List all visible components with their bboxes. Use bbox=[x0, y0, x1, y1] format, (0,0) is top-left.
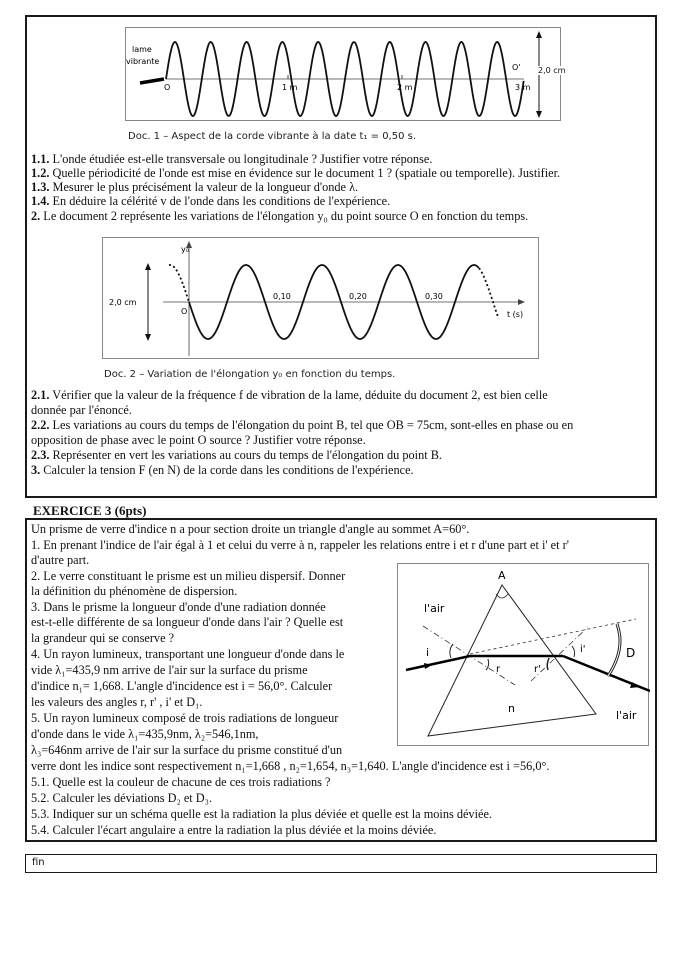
doc1-caption: Doc. 1 – Aspect de la corde vibrante à la date t₁ = 0,50 s. bbox=[128, 131, 417, 142]
ex3-line-6: est-t-elle différente de sa longueur d'onde dans l'air ? Quelle est bbox=[31, 615, 344, 629]
question-2-2: 2.2. Les variations au cours du temps de l'élongation du point B, tel que OB = 75cm, sont-elles en phase ou en bbox=[31, 418, 574, 432]
exercise-3-intro: Un prisme de verre d'indice n a pour section droite un triangle d'angle au sommet A=60°. bbox=[31, 522, 470, 536]
question-2-3: 2.3. Représenter en vert les variations au cours du temps de l'élongation du point B. bbox=[31, 448, 442, 462]
label-vibrante: vibrante bbox=[126, 57, 160, 66]
question-2: 2. Le document 2 représente les variations de l'élongation y₀ du point source O en fonction du temps. bbox=[31, 209, 529, 223]
ex3-line-17: 5.2. Calculer les déviations D₂ et D₃. bbox=[31, 791, 213, 805]
ex3-line-10: d'indice n₁= 1,668. L'angle d'incidence est i = 56,0°. Calculer bbox=[31, 679, 333, 693]
question-1-1: 1.1. L'onde étudiée est-elle transversale ou longitudinale ? Justifier votre réponse. bbox=[31, 152, 433, 166]
label-lame: lame bbox=[132, 45, 152, 54]
exercise-3-title: EXERCICE 3 (6pts) bbox=[33, 503, 147, 518]
doc2-figure bbox=[102, 237, 539, 359]
label-apex-a: A bbox=[498, 569, 506, 582]
label-r: r bbox=[496, 664, 501, 675]
vibrating-string-diagram bbox=[126, 28, 562, 122]
ex3-line-19: 5.4. Calculer l'écart angulaire a entre la radiation la plus déviée et la moins déviée. bbox=[31, 823, 437, 837]
tick-0-10: 0,10 bbox=[273, 292, 291, 301]
label-y0: y₀ bbox=[181, 245, 189, 254]
tick-0-30: 0,30 bbox=[425, 292, 443, 301]
question-2-1: 2.1. Vérifier que la valeur de la fréquence f de vibration de la lame, déduite du document 2, est bien celle bbox=[31, 388, 548, 402]
label-air-left: l'air bbox=[424, 602, 445, 615]
elongation-time-graph bbox=[103, 238, 540, 360]
question-3: 3. Calculer la tension F (en N) de la corde dans les conditions de l'expérience. bbox=[31, 463, 414, 477]
ex3-line-12: 5. Un rayon lumineux composé de trois radiations de longueur bbox=[31, 711, 339, 725]
ex3-line-2: d'autre part. bbox=[31, 553, 90, 567]
footer-fin: fin bbox=[32, 857, 45, 868]
label-t-axis: t (s) bbox=[507, 310, 524, 319]
question-2-2-cont: opposition de phase avec le point O source ? Justifier votre réponse. bbox=[31, 433, 366, 447]
prism-figure bbox=[397, 563, 649, 746]
label-origin: O bbox=[164, 83, 171, 92]
label-i-prime: i' bbox=[580, 644, 586, 655]
question-1-2: 1.2. Quelle périodicité de l'onde est mise en évidence sur le document 1 ? (spatiale ou temporelle). Justifier. bbox=[31, 166, 561, 180]
label-deviation-d: D bbox=[626, 646, 636, 660]
footer-frame bbox=[25, 854, 657, 873]
ex3-line-8: 4. Un rayon lumineux, transportant une longueur d'onde dans le bbox=[31, 647, 345, 661]
label-end: O' bbox=[512, 63, 521, 72]
ex3-line-11: les valeurs des angles r, r' , i' et D₁. bbox=[31, 695, 203, 709]
ex3-line-9: vide λ₁=435,9 nm arrive de l'air sur la surface du prisme bbox=[31, 663, 308, 677]
ex3-line-16: 5.1. Quelle est la couleur de chacune de ces trois radiations ? bbox=[31, 775, 331, 789]
doc2-caption: Doc. 2 – Variation de l'élongation y₀ en fonction du temps. bbox=[104, 369, 396, 380]
question-2-1-cont: donnée par l'énoncé. bbox=[31, 403, 132, 417]
label-air-right: l'air bbox=[616, 709, 637, 722]
tick-0-20: 0,20 bbox=[349, 292, 367, 301]
label-r-prime: r' bbox=[534, 664, 541, 675]
ex3-line-18: 5.3. Indiquer sur un schéma quelle est la radiation la plus déviée et quelle est la moins déviée. bbox=[31, 807, 492, 821]
label-index-n: n bbox=[508, 702, 515, 715]
ex3-line-13: d'onde dans le vide λ₁=435,9nm, λ₂=546,1nm, bbox=[31, 727, 259, 741]
ex3-line-4: la définition du phénomène de dispersion. bbox=[31, 584, 238, 598]
prism-diagram bbox=[398, 564, 650, 747]
ex3-line-5: 3. Dans le prisme la longueur d'onde d'une radiation donnée bbox=[31, 600, 326, 614]
ex3-line-3: 2. Le verre constituant le prisme est un milieu dispersif. Donner bbox=[31, 569, 346, 583]
label-i: i bbox=[426, 646, 430, 659]
ex3-line-15: verre dont les indice sont respectivement n₁=1,668 , n₂=1,654, n₃=1,640. L'angle d'incidence est i =56,0°. bbox=[31, 759, 550, 773]
label-origin-2: O bbox=[181, 307, 188, 316]
ex3-line-7: la grandeur qui se conserve ? bbox=[31, 631, 175, 645]
question-1-3: 1.3. Mesurer le plus précisément la valeur de la longueur d'onde λ. bbox=[31, 180, 359, 194]
doc1-figure bbox=[125, 27, 566, 121]
label-amplitude-2: 2,0 cm bbox=[109, 298, 137, 307]
label-3m: 3 m bbox=[515, 83, 531, 92]
ex3-line-14: λ₃=646nm arrive de l'air sur la surface du prisme constitué d'un bbox=[31, 743, 343, 757]
label-amplitude: 2,0 cm bbox=[538, 66, 566, 75]
label-1m: 1 m bbox=[282, 83, 298, 92]
ex3-line-1: 1. En prenant l'indice de l'air égal à 1 et celui du verre à n, rappeler les relations entre i et r d'une part et i' et r' bbox=[31, 538, 569, 552]
label-2m: 2 m bbox=[397, 83, 413, 92]
question-1-4: 1.4. En déduire la célérité v de l'onde dans les conditions de l'expérience. bbox=[31, 194, 391, 208]
